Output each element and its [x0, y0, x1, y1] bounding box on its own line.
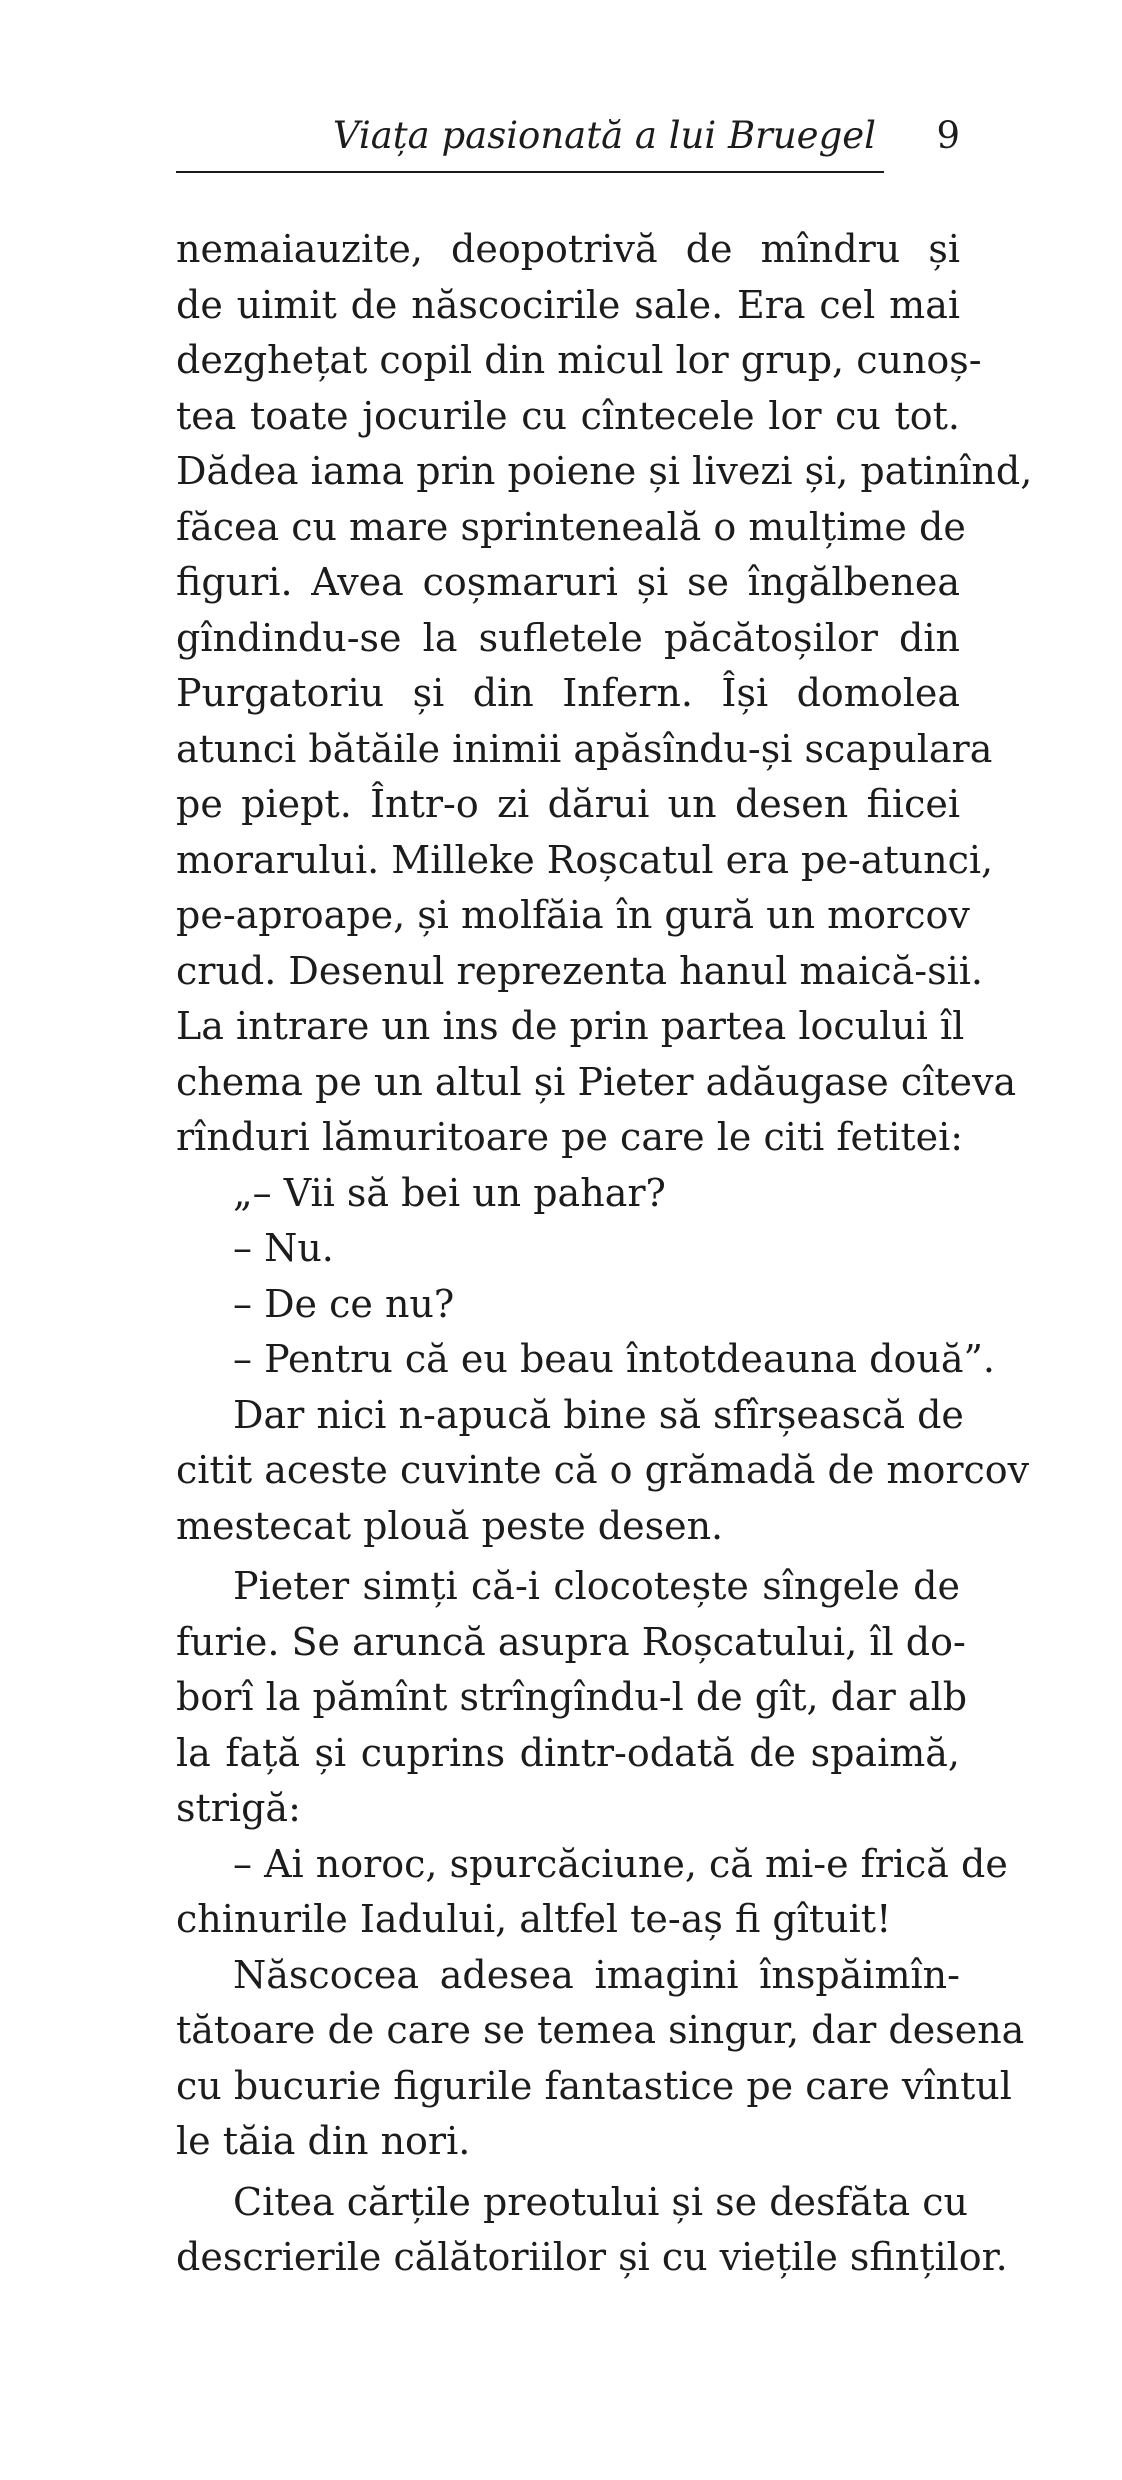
text-line: – De ce nu? [233, 1281, 455, 1326]
text-line: furie. Se aruncă asupra Roșcatului, îl do- [176, 1619, 966, 1664]
body-text [176, 222, 1033, 2286]
text-line: pe-aproape, și molfăia în gură un morcov [176, 893, 970, 937]
text-line: figuri. Avea coșmaruri și se îngălbenea [176, 560, 960, 604]
text-line: Dar nici n-apucă bine să sfîrșească de [233, 1392, 964, 1437]
text-line: dezghețat copil din micul lor grup, cunoș- [176, 338, 982, 382]
text-line: gîndindu-se la sufletele păcătoșilor din [176, 615, 960, 660]
text-line: făcea cu mare sprinteneală o mulțime de [176, 504, 966, 549]
text-line: cu bucurie figurile fantastice pe care vîntul [176, 2063, 1012, 2108]
text-line: citit aceste cuvinte că o grămadă de morcov [176, 1448, 1030, 1492]
text-line: La intrare un ins de prin partea locului îl [176, 1004, 965, 1048]
page-header [176, 108, 960, 168]
text-line: descrierile călătoriilor și cu viețile sfinților. [176, 2235, 1008, 2279]
text-line: pe piept. Într-o zi dărui un desen fiicei [176, 782, 960, 826]
text-line: crud. Desenul reprezenta hanul maică-sii. [176, 948, 983, 993]
text-line: nemaiauzite, deopotrivă de mîndru și [176, 227, 960, 271]
text-line: le tăia din nori. [176, 2119, 471, 2163]
text-line: de uimit de născocirile sale. Era cel mai [176, 282, 960, 327]
text-line: chinurile Iadului, altfel te-aș fi gîtuit! [176, 1897, 892, 1941]
text-line: strigă: [176, 1786, 301, 1830]
text-line: borî la pămînt strîngîndu-l de gît, dar alb [176, 1675, 968, 1719]
text-line: – Nu. [233, 1226, 334, 1270]
text-line: Citea cărțile preotului și se desfăta cu [233, 2179, 969, 2224]
text-line: Născocea adesea imagini înspăimîn- [233, 1952, 960, 1997]
running-title: Viața pasionată a lui Bruegel [332, 114, 876, 157]
header-rule [176, 171, 884, 173]
text-line: morarului. Milleke Roșcatul era pe-atunci, [176, 837, 994, 882]
text-line: mestecat plouă peste desen. [176, 1503, 724, 1548]
text-line: Purgatoriu și din Infern. Își domolea [176, 671, 960, 715]
text-line: – Pentru că eu beau întotdeauna două”. [233, 1337, 996, 1381]
text-line: tătoare de care se temea singur, dar desena [176, 2008, 1025, 2052]
text-line: rînduri lămuritoare pe care le citi fetitei: [176, 1115, 964, 1159]
text-line: – Ai noroc, spurcăciune, că mi-e frică de [233, 1841, 1008, 1886]
page-number: 9 [936, 114, 960, 157]
text-line: la față și cuprins dintr-odată de spaimă, [176, 1730, 960, 1775]
text-line: chema pe un altul și Pieter adăugase cîteva [176, 1059, 1017, 1104]
text-line: Pieter simți că-i clocotește sîngele de [233, 1564, 960, 1608]
text-line: atunci bătăile inimii apăsîndu-și scapulara [176, 726, 993, 771]
text-line: Dădea iama prin poiene și livezi și, patinînd, [176, 449, 1033, 493]
text-line: „– Vii să bei un pahar? [233, 1170, 666, 1215]
text-line: tea toate jocurile cu cîntecele lor cu tot. [176, 393, 960, 438]
